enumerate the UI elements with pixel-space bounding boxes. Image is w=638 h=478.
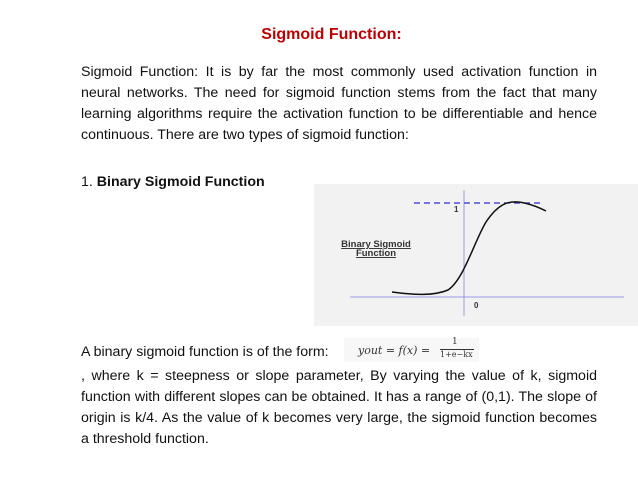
description-paragraph: , where k = steepness or slope parameter, By varying the value of k, sigmoid function with different slopes can be obtained. It has a range of (0,1). The slope of origin is k/4. As the value of k becomes very large, the sigmoid function becomes a threshold function. [81, 368, 597, 447]
intro-paragraph: Sigmoid Function: It is by far the most commonly used activation function in neural networks. The need for sigmoid function stems from the fact that many learning algorithms require the activation function to be differentiable and hence continuous. There are two types of sigmoid function: [81, 64, 597, 143]
graph-label-line2: Function [355, 248, 397, 259]
formula-denominator: 1+e−kx [440, 350, 473, 359]
formula-intro: A binary sigmoid function is of the form: [81, 344, 329, 360]
slide-title: Sigmoid Function: [261, 26, 402, 43]
tick-zero-label: 0 [474, 301, 479, 310]
formula-numerator: 1 [452, 337, 458, 347]
formula-lhs: yout = f(x) = [358, 344, 431, 357]
sigmoid-formula [344, 338, 479, 362]
graph-label-line1: Binary Sigmoid [341, 239, 411, 250]
tick-one-label: 1 [454, 205, 459, 214]
sigmoid-graph [314, 184, 638, 326]
list-item-label: Binary Sigmoid Function [96, 174, 265, 190]
list-item-binary-sigmoid [81, 174, 265, 190]
list-item-number: 1. [81, 174, 93, 190]
